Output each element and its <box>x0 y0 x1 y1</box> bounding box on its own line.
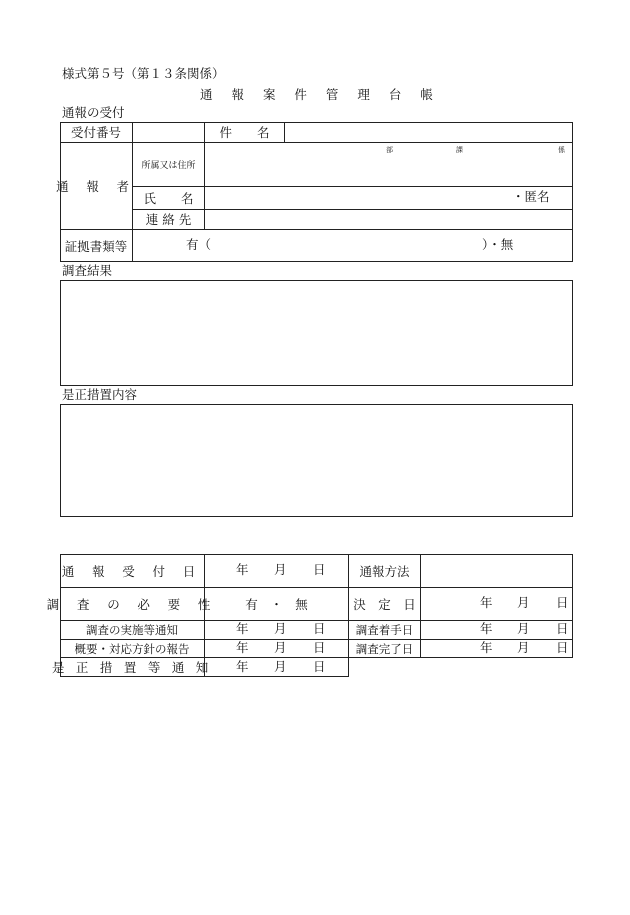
notice-date-year: 年 <box>236 621 249 636</box>
evidence-label: 証拠書類等 <box>64 238 128 254</box>
report-date-year: 年 <box>236 640 249 655</box>
start-date-month: 月 <box>517 621 530 636</box>
complete-date-year: 年 <box>480 640 493 655</box>
report-date-month: 月 <box>274 640 287 655</box>
decision-date-label: 決 定 日 <box>353 596 416 612</box>
necessity-label: 調 査 の 必 要 性 <box>46 596 218 612</box>
complete-label: 調査完了日 <box>355 641 414 656</box>
decision-date-day: 日 <box>556 595 569 610</box>
intake-section-label: 通報の受付 <box>62 105 125 120</box>
corrective-notice-month: 月 <box>274 659 287 674</box>
dept-label: 部 <box>386 146 393 154</box>
receipt-date-year: 年 <box>236 562 249 577</box>
start-date-day: 日 <box>556 621 569 636</box>
contact-field[interactable] <box>205 209 573 229</box>
contact-label: 連 絡 先 <box>145 212 192 227</box>
decision-date-year: 年 <box>480 595 493 610</box>
receipt-number-field[interactable] <box>133 122 204 142</box>
receipt-date-day: 日 <box>313 562 326 577</box>
decision-date-month: 月 <box>517 595 530 610</box>
notice-date-month: 月 <box>274 621 287 636</box>
corrective-notice-year: 年 <box>236 659 249 674</box>
complete-date-month: 月 <box>517 640 530 655</box>
receipt-date-month: 月 <box>274 562 287 577</box>
evidence-yes-option[interactable]: 有（ <box>186 237 212 252</box>
receipt-number-label: 受付番号 <box>70 125 121 140</box>
evidence-no-option[interactable]: ）・無 <box>482 237 514 252</box>
corrective-label: 是正措置内容 <box>62 387 138 402</box>
subject-label: 件 名 <box>219 125 270 140</box>
name-label: 氏 名 <box>143 190 194 206</box>
anonymous-option[interactable]: ・匿名 <box>512 189 550 204</box>
subject-field[interactable] <box>285 122 573 142</box>
start-label: 調査着手日 <box>355 622 414 637</box>
unit-label: 係 <box>558 146 565 154</box>
report-date-day: 日 <box>313 640 326 655</box>
affiliation-label: 所属又は住所 <box>141 160 196 171</box>
page-title: 通 報 案 件 管 理 台 帳 <box>200 87 441 102</box>
receipt-date-label: 通 報 受 付 日 <box>61 563 203 579</box>
investigation-textarea[interactable] <box>60 280 573 386</box>
form-code: 様式第５号（第１３条関係） <box>62 66 225 81</box>
necessity-options[interactable]: 有 ・ 無 <box>245 596 308 612</box>
corrective-notice-label: 是 正 措 置 等 通 知 <box>51 660 213 675</box>
complete-date-day: 日 <box>556 640 569 655</box>
section-label: 課 <box>456 146 463 154</box>
start-date-year: 年 <box>480 621 493 636</box>
method-label: 通報方法 <box>359 563 410 579</box>
corrective-notice-day: 日 <box>313 659 326 674</box>
notice-date-day: 日 <box>313 621 326 636</box>
investigation-label: 調査結果 <box>62 263 113 278</box>
corrective-textarea[interactable] <box>60 404 573 517</box>
reporter-label: 通 報 者 <box>56 178 136 194</box>
method-field[interactable] <box>421 554 573 587</box>
report-label: 概要・対応方針の報告 <box>74 641 190 656</box>
notice-label: 調査の実施等通知 <box>86 622 178 637</box>
